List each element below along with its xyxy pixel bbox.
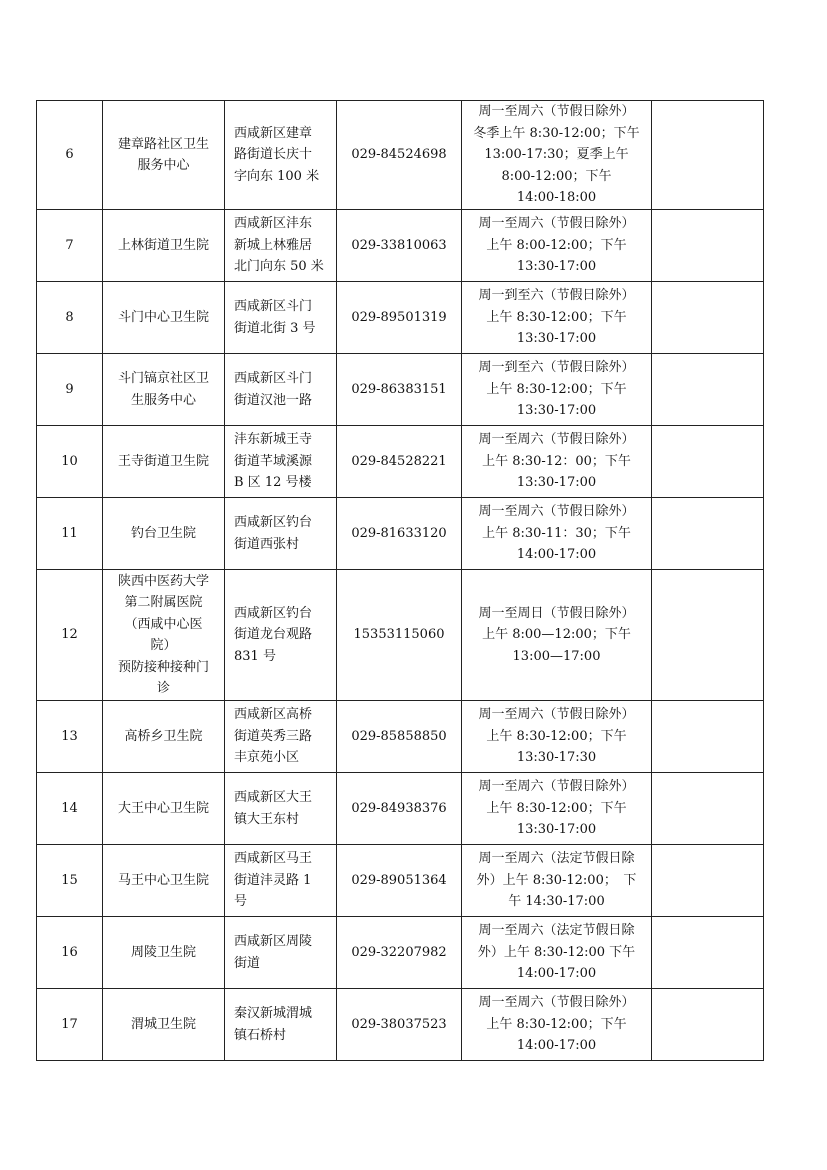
clinic-name: [103, 845, 225, 917]
row-number: 8: [37, 282, 103, 354]
clinic-hours-line: 周一至周六（节假日除外）: [478, 707, 635, 723]
clinic-address-line: 街道芊域溪源: [234, 453, 313, 469]
clinic-hours: [462, 282, 652, 354]
clinic-phone: 029-38037523: [337, 989, 462, 1061]
clinic-name-line: （西咸中心医: [124, 616, 203, 632]
clinic-address-line: 北门向东 50 米: [234, 259, 324, 275]
clinic-note: [652, 989, 764, 1061]
clinic-name-line: 院）: [150, 638, 177, 653]
clinic-hours: [462, 426, 652, 498]
clinic-hours-line: 周一至周六（节假日除外）: [478, 432, 635, 448]
clinic-address: [225, 210, 337, 282]
clinic-name: [103, 498, 225, 570]
row-number: 14: [37, 773, 103, 845]
clinic-name-line: 钓台卫生院: [130, 525, 196, 541]
clinic-name: [103, 570, 225, 701]
clinic-name-line: 高桥乡卫生院: [124, 728, 203, 744]
clinic-address-line: 号: [234, 894, 248, 910]
table-row: [37, 845, 764, 917]
clinic-name-line: 上林街道卫生院: [117, 237, 209, 253]
clinic-address-line: 路街道长庆十: [234, 147, 313, 163]
clinic-hours-line: 上午 8:00-12:00；下午: [486, 237, 627, 253]
clinic-address-line: 丰京苑小区: [234, 750, 300, 766]
clinic-hours-line: 上午 8:30-12:00；下午: [486, 800, 627, 816]
clinic-address-line: 西咸新区建章: [234, 125, 313, 141]
clinic-hours-line: 外）上午 8:30-12:00； 下: [476, 872, 637, 888]
clinic-note: [652, 773, 764, 845]
clinic-hours-line: 13:30-17:00: [516, 403, 597, 419]
clinic-phone: 029-33810063: [337, 210, 462, 282]
table-row: [37, 989, 764, 1061]
clinic-name-line: 王寺街道卫生院: [117, 453, 209, 469]
clinic-hours-line: 午 14:30-17:00: [508, 894, 605, 910]
row-number: 15: [37, 845, 103, 917]
clinic-address-line: 西咸新区周陵: [234, 934, 313, 949]
row-number: 7: [37, 210, 103, 282]
clinic-phone: 029-81633120: [337, 498, 462, 570]
clinic-address-line: 西咸新区钓台: [234, 515, 313, 530]
clinic-hours-line: 上午 8:30-12:00；下午: [486, 309, 627, 325]
clinic-address: [225, 917, 337, 989]
clinic-note: [652, 101, 764, 210]
clinic-hours-line: 14:00-17:00: [516, 1038, 597, 1054]
row-number: 17: [37, 989, 103, 1061]
clinic-hours: [462, 773, 652, 845]
clinic-address-line: 街道汉池一路: [234, 392, 313, 408]
clinic-address: [225, 845, 337, 917]
table-row: [37, 917, 764, 989]
clinic-hours-line: 周一至周六（法定节假日除: [478, 923, 635, 939]
table-row: [37, 701, 764, 773]
clinic-phone: 029-84524698: [337, 101, 462, 210]
clinic-phone: 029-89501319: [337, 282, 462, 354]
clinic-hours-line: 周一至周六（节假日除外）: [478, 779, 635, 795]
clinic-name: [103, 917, 225, 989]
clinic-hours-line: 上午 8:30-12:00；下午: [486, 1016, 627, 1032]
clinic-hours-line: 冬季上午 8:30-12:00；下午: [473, 125, 640, 141]
clinic-name: [103, 701, 225, 773]
table-row: [37, 101, 764, 210]
row-number: 11: [37, 498, 103, 570]
clinic-name-line: 大王中心卫生院: [117, 800, 209, 816]
clinic-address-line: 831 号: [234, 648, 276, 664]
clinic-name-line: 陕西中医药大学: [117, 573, 209, 589]
clinic-name: [103, 773, 225, 845]
clinic-hours-line: 周一至周六（节假日除外）: [478, 995, 635, 1011]
table-row: [37, 426, 764, 498]
row-number: 9: [37, 354, 103, 426]
clinic-address-line: 街道英秀三路: [234, 728, 313, 744]
clinic-address-line: 西咸新区斗门: [234, 299, 313, 314]
clinic-name-line: 建章路社区卫生: [117, 136, 209, 152]
clinic-address-line: 沣东新城王寺: [234, 432, 313, 448]
vaccination-sites-table: [36, 100, 764, 1061]
clinic-hours-line: 周一到至六（节假日除外）: [478, 288, 635, 304]
clinic-hours-line: 上午 8:30-12：00；下午: [482, 453, 631, 469]
clinic-name: [103, 282, 225, 354]
clinic-hours-line: 周一到至六（节假日除外）: [478, 360, 635, 376]
row-number: 10: [37, 426, 103, 498]
clinic-hours: [462, 989, 652, 1061]
clinic-hours-line: 上午 8:30-12:00；下午: [486, 381, 627, 397]
clinic-hours: [462, 354, 652, 426]
table-row: [37, 773, 764, 845]
clinic-note: [652, 498, 764, 570]
table-row: [37, 282, 764, 354]
clinic-name-line: 预防接种接种门: [117, 659, 209, 675]
clinic-name: [103, 210, 225, 282]
clinic-hours: [462, 917, 652, 989]
clinic-address-line: B 区 12 号楼: [234, 475, 312, 491]
clinic-note: [652, 426, 764, 498]
clinic-address: [225, 989, 337, 1061]
clinic-address-line: 街道: [234, 955, 261, 971]
row-number: 16: [37, 917, 103, 989]
clinic-hours-line: 13:30-17:00: [516, 259, 597, 275]
clinic-address-line: 西咸新区马王: [234, 851, 313, 867]
clinic-address: [225, 570, 337, 701]
clinic-address-line: 西咸新区高桥: [234, 707, 313, 723]
clinic-hours-line: 13:30-17:00: [516, 822, 597, 838]
clinic-address-line: 西咸新区沣东: [234, 216, 313, 232]
clinic-address-line: 新城上林雅居: [234, 237, 313, 253]
row-number: 12: [37, 570, 103, 701]
clinic-address: [225, 773, 337, 845]
clinic-note: [652, 845, 764, 917]
clinic-hours-line: 上午 8:30-12:00；下午: [486, 728, 627, 744]
clinic-hours-line: 上午 8:30-11：30；下午: [482, 525, 631, 541]
clinic-name-line: 服务中心: [137, 158, 190, 173]
clinic-phone: 029-85858850: [337, 701, 462, 773]
clinic-hours: [462, 498, 652, 570]
clinic-hours-line: 8:00-12:00；下午: [501, 168, 612, 184]
clinic-name: [103, 989, 225, 1061]
clinic-address: [225, 498, 337, 570]
clinic-name-line: 渭城卫生院: [130, 1016, 196, 1032]
table-row: [37, 354, 764, 426]
clinic-address-line: 街道西张村: [234, 536, 300, 552]
clinic-hours-line: 13:30-17:00: [516, 331, 597, 347]
clinic-address-line: 西咸新区钓台: [234, 605, 313, 621]
clinic-hours: [462, 210, 652, 282]
clinic-address: [225, 101, 337, 210]
clinic-name-line: 马王中心卫生院: [117, 872, 209, 888]
clinic-address-line: 街道北街 3 号: [234, 320, 316, 336]
clinic-address: [225, 282, 337, 354]
clinic-address-line: 镇大王东村: [234, 811, 300, 827]
clinic-hours-line: 周一至周六（节假日除外）: [478, 104, 635, 120]
clinic-name: [103, 101, 225, 210]
clinic-address: [225, 701, 337, 773]
clinic-address-line: 西咸新区斗门: [234, 371, 313, 386]
clinic-address-line: 字向东 100 米: [234, 168, 320, 184]
clinic-note: [652, 354, 764, 426]
clinic-hours-line: 13:00—17:00: [512, 648, 601, 664]
clinic-address-line: 街道龙台观路: [234, 627, 313, 643]
clinic-address: [225, 354, 337, 426]
clinic-hours-line: 周一至周日（节假日除外）: [478, 605, 635, 621]
clinic-phone: 029-84528221: [337, 426, 462, 498]
clinic-note: [652, 701, 764, 773]
clinic-address: [225, 426, 337, 498]
clinic-name-line: 斗门中心卫生院: [117, 309, 209, 325]
clinic-name-line: 周陵卫生院: [130, 944, 196, 960]
clinic-name-line: 斗门镐京社区卫: [117, 371, 209, 386]
clinic-address-line: 街道沣灵路 1: [234, 872, 312, 888]
clinic-phone: 029-84938376: [337, 773, 462, 845]
clinic-phone: 029-89051364: [337, 845, 462, 917]
clinic-hours: [462, 101, 652, 210]
clinic-hours-line: 周一至周六（节假日除外）: [478, 216, 635, 232]
clinic-note: [652, 210, 764, 282]
clinic-note: [652, 570, 764, 701]
table-row: [37, 210, 764, 282]
clinic-name-line: 诊: [156, 681, 170, 696]
clinic-phone: 029-32207982: [337, 917, 462, 989]
clinic-hours-line: 13:30-17:30: [516, 750, 597, 766]
clinic-note: [652, 917, 764, 989]
clinic-name-line: 第二附属医院: [124, 595, 203, 610]
clinic-hours-line: 14:00-18:00: [516, 190, 597, 206]
clinic-name-line: 生服务中心: [130, 392, 196, 408]
clinic-hours-line: 外）上午 8:30-12:00 下午: [477, 944, 636, 960]
clinic-name: [103, 426, 225, 498]
clinic-hours-line: 14:00-17:00: [516, 547, 597, 563]
clinic-phone: 15353115060: [337, 570, 462, 701]
clinic-hours-line: 14:00-17:00: [516, 966, 597, 982]
clinic-hours-line: 周一至周六（法定节假日除: [478, 851, 635, 867]
clinic-hours: [462, 701, 652, 773]
clinic-address-line: 西咸新区大王: [234, 790, 313, 805]
clinic-phone: 029-86383151: [337, 354, 462, 426]
clinic-hours-line: 上午 8:00—12:00；下午: [482, 627, 631, 643]
clinic-hours: [462, 570, 652, 701]
clinic-hours-line: 13:00-17:30；夏季上午: [484, 147, 629, 163]
clinic-address-line: 镇石桥村: [234, 1027, 287, 1043]
clinic-name: [103, 354, 225, 426]
clinic-note: [652, 282, 764, 354]
clinic-address-line: 秦汉新城渭城: [234, 1006, 313, 1021]
clinic-hours-line: 周一至周六（节假日除外）: [478, 504, 635, 520]
clinic-hours-line: 13:30-17:00: [516, 475, 597, 491]
table-row: [37, 498, 764, 570]
table-body: [37, 101, 764, 1061]
clinic-hours: [462, 845, 652, 917]
row-number: 13: [37, 701, 103, 773]
table-row: [37, 570, 764, 701]
row-number: 6: [37, 101, 103, 210]
